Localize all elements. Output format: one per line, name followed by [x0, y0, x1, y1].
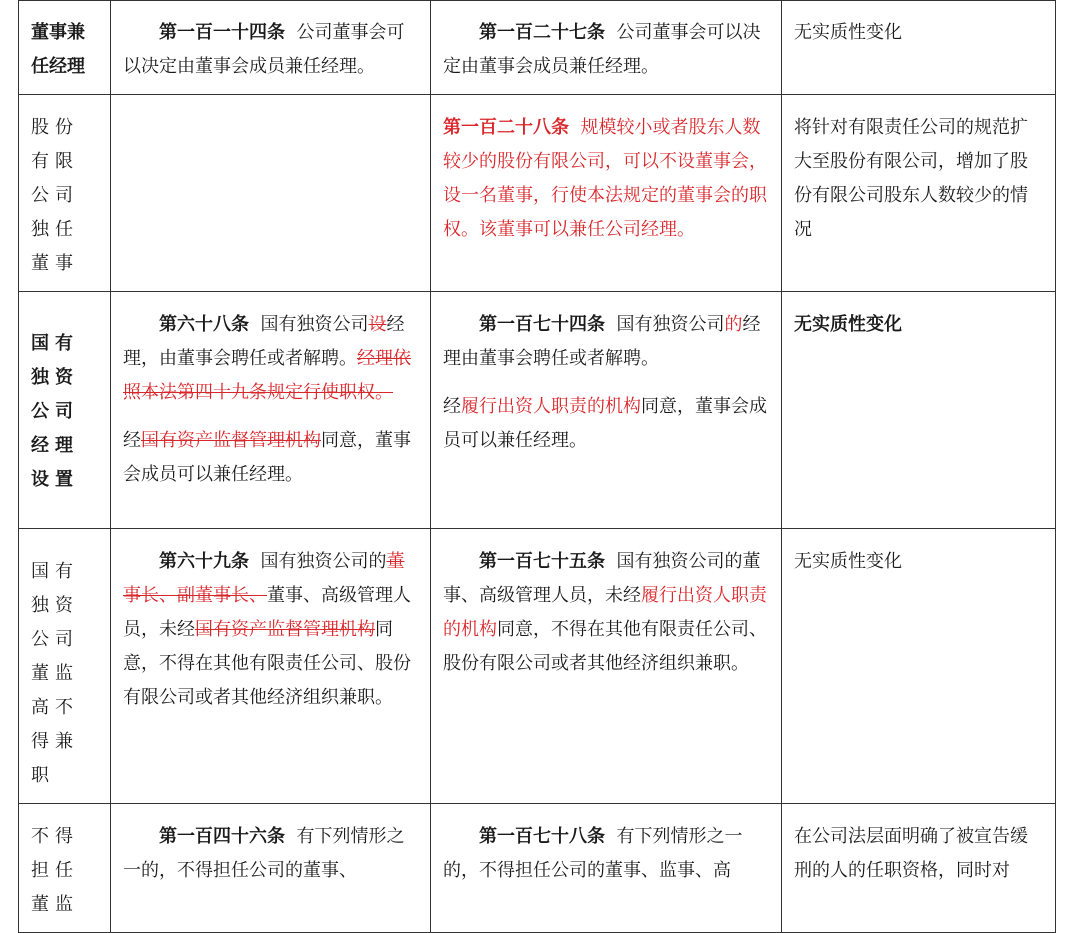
deleted-text: 国有资产监督管理机构 [141, 430, 321, 451]
article-text: 经 [443, 396, 461, 417]
added-text: 履行出资人职责的机构 [443, 585, 767, 640]
comment-cell [782, 95, 1056, 292]
comment-text: 将针对有限责任公司的规范扩大至股份有限公司，增加了股份有限公司股东人数较少的情况 [794, 117, 1028, 240]
topic-cell [19, 804, 111, 933]
article-number: 第六十九条 [159, 551, 249, 572]
deleted-text: 经理依照本法第四十九条规定行使职权。 [123, 348, 411, 403]
comment-cell [782, 804, 1056, 933]
topic-cell [19, 292, 111, 529]
topic-cell [19, 1, 111, 95]
comment-cell [782, 292, 1056, 529]
article-text: 国有独资公司的 [260, 551, 387, 572]
table-row [19, 95, 1056, 292]
article-number: 第一百七十八条 [479, 826, 605, 847]
article-text: 同意，董事会成员可以兼任经理。 [123, 430, 411, 485]
added-text: 履行出资人职责的机构 [461, 396, 641, 417]
topic-cell [19, 529, 111, 804]
article-text: 有下列情形之一的，不得担任公司的董事、监事、高 [443, 826, 743, 881]
topic-label: 国有独资公司董监高不得兼职 [31, 561, 79, 786]
article-text: 经理，由董事会聘任或者解聘。 [123, 314, 405, 369]
article-number: 第一百七十四条 [479, 314, 605, 335]
article-number: 第一百二十八条 [443, 117, 569, 138]
article-text: 同意，董事会成员可以兼任经理。 [443, 396, 767, 451]
article-text: 国有独资公司 [616, 314, 725, 335]
old-law-cell [111, 1, 431, 95]
article-text: 公司董事会可以决定由董事会成员兼任经理。 [123, 22, 405, 77]
new-law-cell [431, 1, 782, 95]
article-number: 第一百四十六条 [159, 826, 285, 847]
comment-cell [782, 529, 1056, 804]
comment-text: 在公司法层面明确了被宣告缓刑的人的任职资格，同时对 [794, 826, 1028, 881]
new-law-cell [431, 292, 782, 529]
comment-text: 无实质性变化 [794, 551, 902, 572]
added-text: 的 [724, 314, 743, 335]
deleted-text: 董事长、副董事长、 [123, 551, 405, 606]
table-row [19, 804, 1056, 933]
topic-cell [19, 95, 111, 292]
topic-label: 国有独资公司经理设置 [31, 333, 79, 490]
new-law-cell [431, 95, 782, 292]
article-text: 经 [123, 430, 141, 451]
article-text: 国有独资公司的董事、高级管理人员，未经 [443, 551, 761, 606]
topic-label: 股份有限公司独任董事 [31, 117, 79, 274]
article-text: 国有独资公司 [260, 314, 369, 335]
topic-label: 董事兼任经理 [31, 22, 85, 77]
law-comparison-table [18, 0, 1056, 933]
comment-text: 无实质性变化 [794, 314, 902, 335]
article-text: 同意，不得在其他有限责任公司、股份有限公司或者其他经济组织兼职。 [443, 619, 767, 674]
table-row [19, 529, 1056, 804]
old-law-cell [111, 804, 431, 933]
comment-cell [782, 1, 1056, 95]
topic-label: 不得担任董监 [31, 826, 79, 915]
article-number: 第一百二十七条 [479, 22, 605, 43]
old-law-cell [111, 529, 431, 804]
article-text: 同意，不得在其他有限责任公司、股份有限公司或者其他经济组织兼职。 [123, 619, 411, 708]
article-text: 有下列情形之一的，不得担任公司的董事、 [123, 826, 405, 881]
old-law-cell [111, 292, 431, 529]
article-text-added: 规模较小或者股东人数较少的股份有限公司，可以不设董事会，设一名董事，行使本法规定的董事会的职权。该董事可以兼任公司经理。 [443, 117, 767, 240]
deleted-text: 设 [368, 314, 387, 335]
article-text: 董事、高级管理人员，未经 [123, 585, 411, 640]
article-text: 经理由董事会聘任或者解聘。 [443, 314, 761, 369]
table-row [19, 292, 1056, 529]
old-law-cell [111, 95, 431, 292]
deleted-text: 国有资产监督管理机构 [195, 619, 375, 640]
table-row [19, 1, 1056, 95]
article-number: 第六十八条 [159, 314, 249, 335]
article-number: 第一百一十四条 [159, 22, 285, 43]
article-text: 公司董事会可以决定由董事会成员兼任经理。 [443, 22, 761, 77]
new-law-cell [431, 804, 782, 933]
comment-text: 无实质性变化 [794, 22, 902, 43]
article-number: 第一百七十五条 [479, 551, 605, 572]
new-law-cell [431, 529, 782, 804]
